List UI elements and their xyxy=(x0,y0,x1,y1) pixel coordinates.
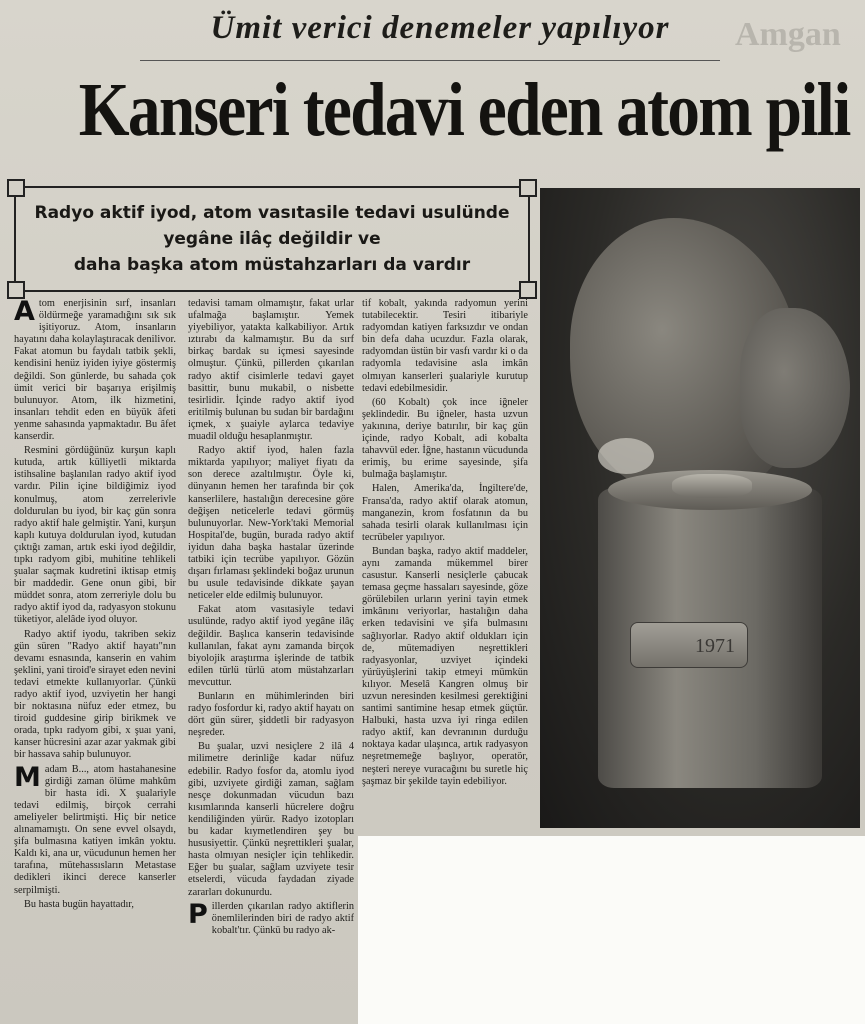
blank-area xyxy=(358,836,865,1024)
drop-cap: A xyxy=(14,298,35,327)
article-column-1 xyxy=(14,298,176,1014)
paragraph: Bundan başka, radyo aktif maddeler, aynı zamanda mükemmel birer casustur. Kanserli nesiçlerle çabucak temasa geçme hassaları sayesinde, göze görülebilen urların yerini tayin etmek imkânını veriyorlar, hastalığın daha erken tedavisini ve şifa bulmasını sağlıyorlar. Radyo aktif oldukları için de, mütemadiyen neşrettikleri radyasyonlar, uzviyet içindeki yürüyüşlerini takip etmeyi mümkün kılıyor. Meselâ Kangren olmuş bir uzvun neresinden kesilmesi gerektiğini santimi santimine hesap etmek güçtür. Halbuki, hasta uzva iyi ringa edilen radyo aktif, kan devranının durduğu noktaya kadar ulaşınca, artık radyasyon neşretmemeğe başlıyor, operatör, neşteri nereye vuracağını bu suretle hiç şaşmaz bir şekilde tayin edebiliyor. xyxy=(362,545,528,787)
drop-cap: P xyxy=(188,898,208,930)
container-cap xyxy=(672,474,752,498)
paragraph: Bu şualar, uzvi nesiçlere 2 ilâ 4 milimetre derinliğe kadar nüfuz edebilir. Radyo fosfor da, atomlu iyod gibi, uzviyete girdiği zaman, sağlam nesçe dokunmadan vücudun bazı kısımlarında kanserli hücrelere doğru kendiliğinden yürür. Radyo izotopları bu kadar kıymetlendiren şey bu hususiyettir. Çünkü neşrettikleri şualar, hasta olmıyan nesiçler için tehlikedir. Eğer bu şualar, sağlam uzviyete tesir etselerdi, vücuda faydadan ziyade zararları dokunurdu. xyxy=(188,741,354,898)
kicker-title: Ümit verici denemeler yapılıyor xyxy=(210,10,670,46)
headline: Kanseri tedavi eden atom pili xyxy=(78,68,850,152)
paragraph: Fakat atom vasıtasiyle tedavi usulünde, radyo aktif iyod yegâne ilâç değildir. Başlıca kanserin tedavisinde kullanılan, fakat aynı zamanda birçok biyolojik araştırma işlerinde de tatbik edilen türlü türlü atom müstahzarları mevcuttur. xyxy=(188,604,354,688)
paragraph: tif kobalt, yakında radyomun yerini tutabilecektir. Tesiri itibariyle radyomdan katiyen farksızdır ve ondan bin defa daha ucuzdur. Fazla olarak, radyomdan üstün bir vasfı vardır ki o da radyomla tedavisine asla imkân olmıyan kanserleri şualariyle kurutup tedavi edebilmesidir. xyxy=(362,298,528,394)
paragraph: Radyo aktif iyodu, takriben sekiz gün süren "Radyo aktif hayatı"nın devamı esnasında, kanserin en vahim şeklini, yani tiroid'e sirayet eden nevini tedavi etmekte kullanıyorlar. Çünkü radyo aktif iyod, uzviyetin her hangi bir noktasına nüfuz eder etmez, bu tiroid guddesine girip birikmek ve orada, tıpkı radyom gibi, x şuaı yani, kanser hücresini azar azar yakmak gibi bir hassava sahip bulunuyor. xyxy=(14,628,176,761)
paragraph: Bu hasta bugün hayattadır, xyxy=(24,898,134,910)
kicker-rule xyxy=(140,60,720,61)
subheadline-line: daha başka atom müstahzarları da vardır xyxy=(73,255,471,275)
subheadline-line: yegâne ilâç değildir ve xyxy=(163,229,381,249)
article-column-2 xyxy=(188,298,354,1014)
finger-image xyxy=(740,308,850,468)
drop-cap: M xyxy=(14,761,41,793)
paragraph: Halen, Amerika'da, İngiltere'de, Fransa'da, radyo aktif olarak atomun, manganezin, krom fosfatının da bu sahada tesirli olarak kullanılması için tecrübeler yapılıyor. xyxy=(362,483,528,543)
show-through-text: Amgan xyxy=(735,16,841,53)
article-photo xyxy=(540,188,860,828)
paragraph: Madam B..., atom hastahanesine girdiği zaman ölüme mahkûm bir hasta idi. X şualariyle tedavi edilmiş, birçok cerrahi ameliyeler belirtmişti. Hiç bir netice alınamamıştı. On sene evvel olsaydı, şifa bulmasına katiyen imkân yoktu. Kaldı ki, ana ur, vücudunun hemen her tarafına, mütehassısların Metastase dedikleri ikinci derece kanserler serpilmişti. xyxy=(14,761,176,896)
paragraph: Resmini gördüğünüz kurşun kaplı kutuda, artık külliyetli miktarda istihsaline başlanılan radyo aktif iyod vardır. Pilin içine bildiğimiz iyod konulmuş, atom zerrelerivle doldurulan bu iyod, bir kaç gün sonra radyo aktif hale gelmiştir. Yani, kurşun kaplı kutuya doldurulan iyod, kutudan çıktığı zaman, artık eski iyod değildir, tıpkı radyom gibi, muhitine tehlikeli şualar saçmak kudretini iktisap etmiş bir maddedir. Gene onun gibi, bir müddet sonra, atom zerreriyle dolu bu radyo aktif iyod da, radyasyon stokunu tüketiyor, alelâde iyod oluyor. xyxy=(14,445,176,626)
thumbnail-highlight xyxy=(598,438,654,474)
subheadline xyxy=(16,200,528,278)
paragraph: Pillerden çıkarılan radyo aktiflerin önemlilerinden biri de radyo aktif kobalt'tır. Çünkü bu radyo ak- xyxy=(188,898,354,936)
subheadline-box xyxy=(14,186,530,292)
paragraph: tedavisi tamam olmamıştır, fakat urlar ufalmağa başlamıştır. Yemek yiyebiliyor, yatakta kalkabiliyor. Artık ıztırabı da kalmamıştır. Bu da sırf birkaç bardak su içmesi sayesinde olmuştur. Çünkü, pillerden çıkarılan radyo aktif cisimlerle tedavi gayet basittir, bunu mukabil, o nisbette tesirlidir. İçinde radyo aktif iyod eritilmiş bulunan bu sudan bir bardağını içmek, x şuaiyle aylarca tedaviye muadil olduğu hesaplanmıştır. xyxy=(188,298,354,443)
paragraph: Radyo aktif iyod, halen fazla miktarda yapılıyor; maliyet fiyatı da son derece azaltılmıştır. Öyle ki, dünyanın hemen her tarafında bir çok kanserlilere, hastalığın derecesine göre değişen neticelerle tedavi görmüş bulunuyorlar. New-York'taki Memorial Hospital'de, bugün, burada radyo aktif iyidun daha başka hastalar üzerinde tatbiki için tecrübe yapılıyor. Gözün dışarı fırlaması şeklindeki boğaz urunun bu usule tedavisinde dikkate şayan neticeler elde edilmiş bulunuyor. xyxy=(188,445,354,602)
article-column-3 xyxy=(362,298,528,832)
container-label-plate: 1971 xyxy=(630,622,748,668)
paragraph: Bunların en mühimlerinden biri radyo fosfordur ki, radyo aktif hayatı on dört gün sürer, şiddetli bir radyasyon neşreder. xyxy=(188,691,354,739)
paragraph: Atom enerjisinin sırf, insanları öldürmeğe yaramadığını sık sık işitiyoruz. Atom, insanların hayatını daha kolaylaştıracak denilivor. Fakat atomun bu faydalı tatbik şekli, kendisini henüz iyiden iyiye göstermiş değildi. Son günlerde, bu sahada çok ümit verici bir başarıya erişilmiş bulunuyor. Atom, ilk hizmetini, insanları tehdit eden en büyük âfeti yenme sahasında yapmaktadır. Bu âfet kanserdir. xyxy=(14,298,176,443)
paragraph: (60 Kobalt) çok ince iğneler şeklindedir. Bu iğneler, hasta uzvun yakınına, deriye batırılır, bir kaç gün içinde, radyo Kobalt, adi kobalta tahavvül eder. İğne, hastanın vücudunda erimiş, bu erime sayesinde, şifa bulmağa başlamıştır. xyxy=(362,396,528,481)
subheadline-line: Radyo aktif iyod, atom vasıtasile tedavi usulünde xyxy=(34,203,510,223)
